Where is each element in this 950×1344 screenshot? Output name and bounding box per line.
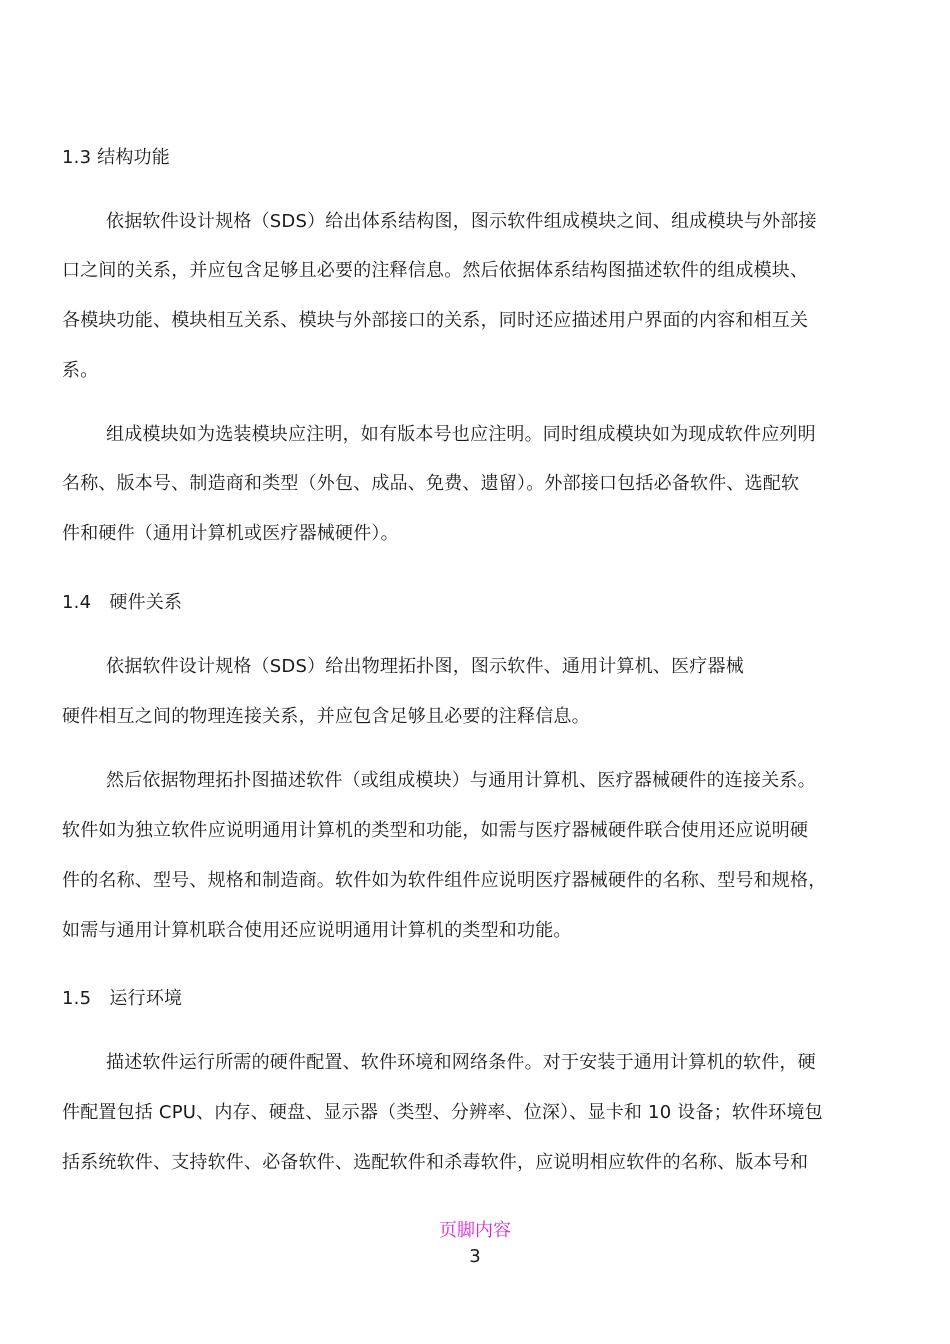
text-line: 依据软件设计规格（SDS）给出物理拓扑图，图示软件、通用计算机、医疗器械 [106, 656, 744, 677]
text-line: 件和硬件（通用计算机或医疗器械硬件）。 [62, 523, 399, 544]
text-line: 依据软件设计规格（SDS）给出体系结构图，图示软件组成模块之间、组成模块与外部接 [106, 211, 817, 232]
section-heading-1-4: 1.4 硬件关系 [62, 592, 183, 613]
text-line: 硬件相互之间的物理连接关系，并应包含足够且必要的注释信息。 [62, 706, 590, 727]
section-heading-1-3: 1.3 结构功能 [62, 147, 170, 168]
text-line: 系。 [62, 360, 99, 381]
text-line: 件的名称、型号、规格和制造商。软件如为软件组件应说明医疗器械硬件的名称、型号和规格， [62, 870, 827, 891]
text-line: 如需与通用计算机联合使用还应说明通用计算机的类型和功能。 [62, 920, 572, 941]
text-line: 括系统软件、支持软件、必备软件、选配软件和杀毒软件，应说明相应软件的名称、版本号和 [62, 1152, 809, 1173]
text-line: 件配置包括 CPU、内存、硬盘、显示器（类型、分辨率、位深）、显卡和 10 设备；软件环境包 [62, 1102, 823, 1123]
page-number: 3 [469, 1246, 481, 1267]
text-line: 然后依据物理拓扑图描述软件（或组成模块）与通用计算机、医疗器械硬件的连接关系。 [106, 770, 816, 791]
section-heading-1-5: 1.5 运行环境 [62, 988, 183, 1009]
footer-label: 页脚内容 [439, 1220, 511, 1241]
text-line: 软件如为独立软件应说明通用计算机的类型和功能，如需与医疗器械硬件联合使用还应说明硬 [62, 820, 809, 841]
text-line: 名称、版本号、制造商和类型（外包、成品、免费、遗留）。外部接口包括必备软件、选配软 [62, 473, 800, 494]
text-line: 描述软件运行所需的硬件配置、软件环境和网络条件。对于安装于通用计算机的软件，硬 [106, 1052, 816, 1073]
text-line: 口之间的关系，并应包含足够且必要的注释信息。然后依据体系结构图描述软件的组成模块、 [62, 260, 809, 281]
text-line: 组成模块如为选装模块应注明，如有版本号也应注明。同时组成模块如为现成软件应列明 [106, 424, 816, 445]
text-line: 各模块功能、模块相互关系、模块与外部接口的关系，同时还应描述用户界面的内容和相互关 [62, 310, 809, 331]
